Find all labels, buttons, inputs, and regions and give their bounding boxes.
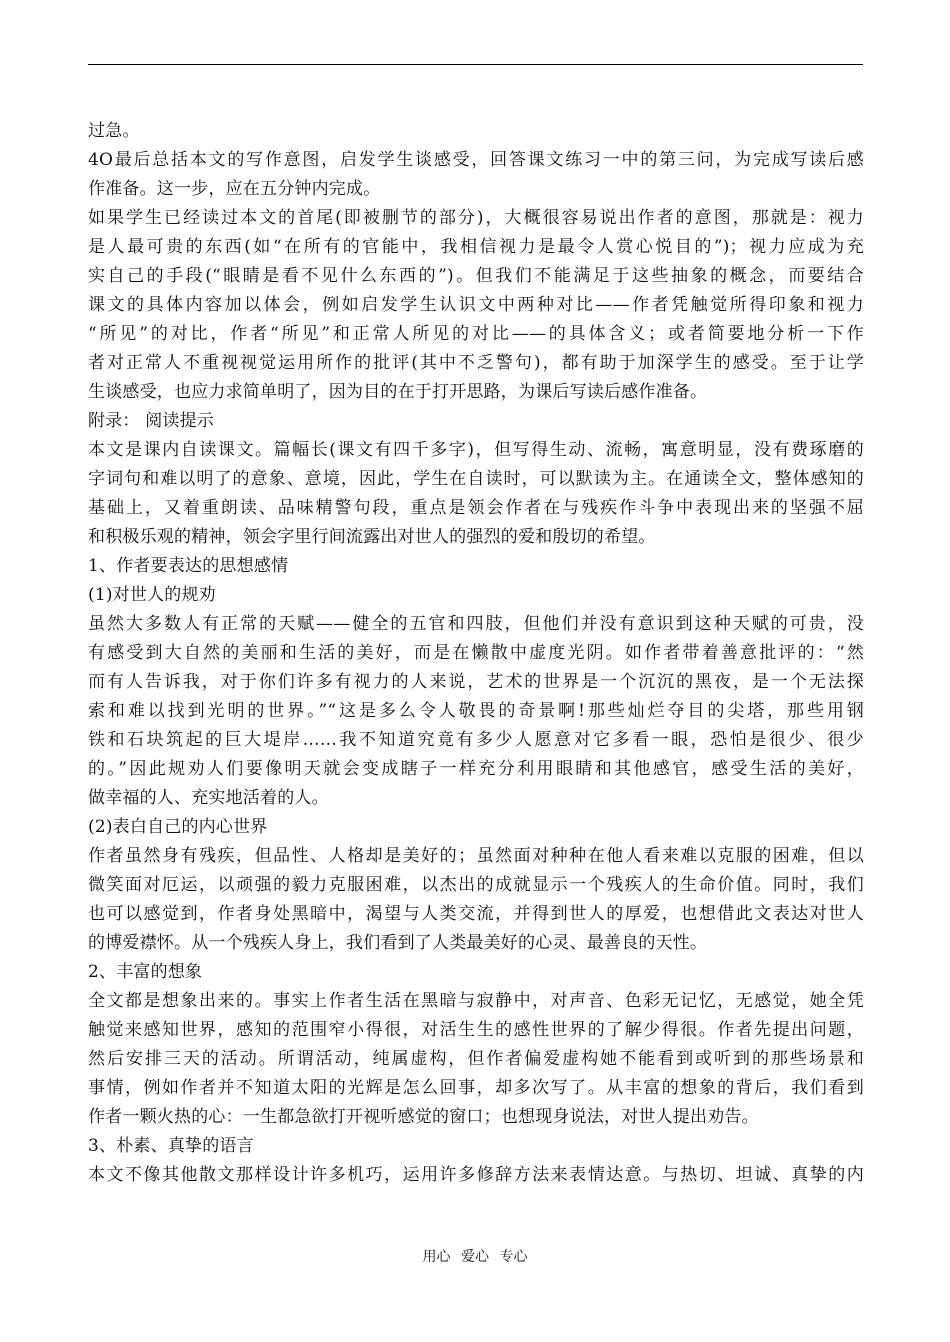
text-line: 铁和石块筑起的巨大堤岸……我不知道究竟有多少人愿意对它多看一眼，恐怕是很少、很少 (88, 730, 864, 750)
text-line: 基础上，又着重朗读、品味精警句段，重点是领会作者在与残疾作斗争中表现出来的坚强不屈 (88, 498, 864, 518)
text-line: (2)表白自己的内心世界 (88, 817, 268, 837)
text-line: 全文都是想象出来的。事实上作者生活在黑暗与寂静中，对声音、色彩无记忆，无感觉，她全凭 (88, 991, 864, 1011)
text-line: 和积极乐观的精神，领会字里行间流露出对世人的强烈的爱和殷切的希望。 (88, 527, 656, 547)
text-line: 做幸福的人、充实地活着的人。 (88, 788, 329, 808)
text-line: 过急。 (88, 121, 140, 141)
document-body (88, 117, 864, 1190)
text-line: 实自己的手段(“眼睛是看不见什么东西的”)。但我们不能满足于这些抽象的概念，而要结合 (88, 266, 864, 286)
text-line: 2、丰富的想象 (88, 962, 203, 982)
text-line: 索和难以找到光明的世界。”“这是多么令人敬畏的奇景啊!那些灿烂夺目的尖塔，那些用钢 (88, 701, 864, 721)
text-line: 字词句和难以明了的意象、意境，因此，学生在自读时，可以默读为主。在通读全文，整体感知的 (88, 469, 864, 489)
text-line: 本文是课内自读课文。篇幅长(课文有四千多字)，但写得生动、流畅，寓意明显，没有费琢磨的 (88, 440, 864, 460)
text-line: 本文不像其他散文那样设计许多机巧，运用许多修辞方法来表情达意。与热切、坦诚、真挚的内 (88, 1165, 864, 1185)
text-line: 也可以感觉到，作者身处黑暗中，渴望与人类交流，并得到世人的厚爱，也想借此文表达对世人 (88, 904, 864, 924)
text-line: 如果学生已经读过本文的首尾(即被删节的部分)，大概很容易说出作者的意图，那就是：视力 (88, 208, 864, 228)
text-line: 作者一颗火热的心：一生都急欲打开视听感觉的窗口；也想现身说法，对世人提出劝告。 (88, 1107, 759, 1127)
text-line: 微笑面对厄运，以顽强的毅力克服困难，以杰出的成就显示一个残疾人的生命价值。同时，我们 (88, 875, 864, 895)
text-line: 是人最可贵的东西(如“在所有的官能中，我相信视力是最令人赏心悦目的”)；视力应成为充 (88, 237, 864, 257)
text-line: 有感受到大自然的美丽和生活的美好，而是在懒散中虚度光阴。如作者带着善意批评的：“然 (88, 643, 864, 663)
text-line: 1、作者要表达的思想感情 (88, 556, 289, 576)
text-line: 3、朴素、真挚的语言 (88, 1136, 254, 1156)
text-line: (1)对世人的规劝 (88, 585, 216, 605)
text-line: 附录： 阅读提示 (88, 411, 215, 431)
header-rule (88, 64, 863, 65)
text-line: 4O最后总括本文的写作意图，启发学生谈感受，回答课文练习一中的第三问，为完成写读后感 (88, 150, 864, 170)
text-line: 而有人告诉我，对于你们许多有视力的人来说，艺术的世界是一个沉沉的黑夜，是一个无法探 (88, 672, 864, 692)
text-line: 触觉来感知世界，感知的范围窄小得很，对活生生的感性世界的了解少得很。作者先提出问题， (88, 1020, 864, 1040)
text-line: “所见”的对比，作者“所见”和正常人所见的对比——的具体含义；或者简要地分析一下作 (88, 324, 864, 344)
text-line: 的博爱襟怀。从一个残疾人身上，我们看到了人类最美好的心灵、最善良的天性。 (88, 933, 708, 953)
text-line: 生谈感受，也应力求简单明了，因为目的在于打开思路，为课后写读后感作准备。 (88, 382, 708, 402)
text-line: 作准备。这一步，应在五分钟内完成。 (88, 179, 381, 199)
text-line: 事情，例如作者并不知道太阳的光辉是怎么回事，却多次写了。从丰富的想象的背后，我们看到 (88, 1078, 864, 1098)
page-footer: 用心 爱心 专心 (422, 1249, 528, 1265)
text-line: 作者虽然身有残疾，但品性、人格却是美好的；虽然面对种种在他人看来难以克服的困难，但以 (88, 846, 864, 866)
text-line: 课文的具体内容加以体会，例如启发学生认识文中两种对比——作者凭触觉所得印象和视力 (88, 295, 864, 315)
text-line: 的。”因此规劝人们要像明天就会变成瞎子一样充分利用眼睛和其他感官，感受生活的美好， (88, 759, 864, 779)
text-line: 者对正常人不重视视觉运用所作的批评(其中不乏警句)，都有助于加深学生的感受。至于让学 (88, 353, 864, 373)
text-line: 然后安排三天的活动。所谓活动，纯属虚构，但作者偏爱虚构她不能看到或听到的那些场景和 (88, 1049, 864, 1069)
text-line: 虽然大多数人有正常的天赋——健全的五官和四肢，但他们并没有意识到这种天赋的可贵，没 (88, 614, 864, 634)
